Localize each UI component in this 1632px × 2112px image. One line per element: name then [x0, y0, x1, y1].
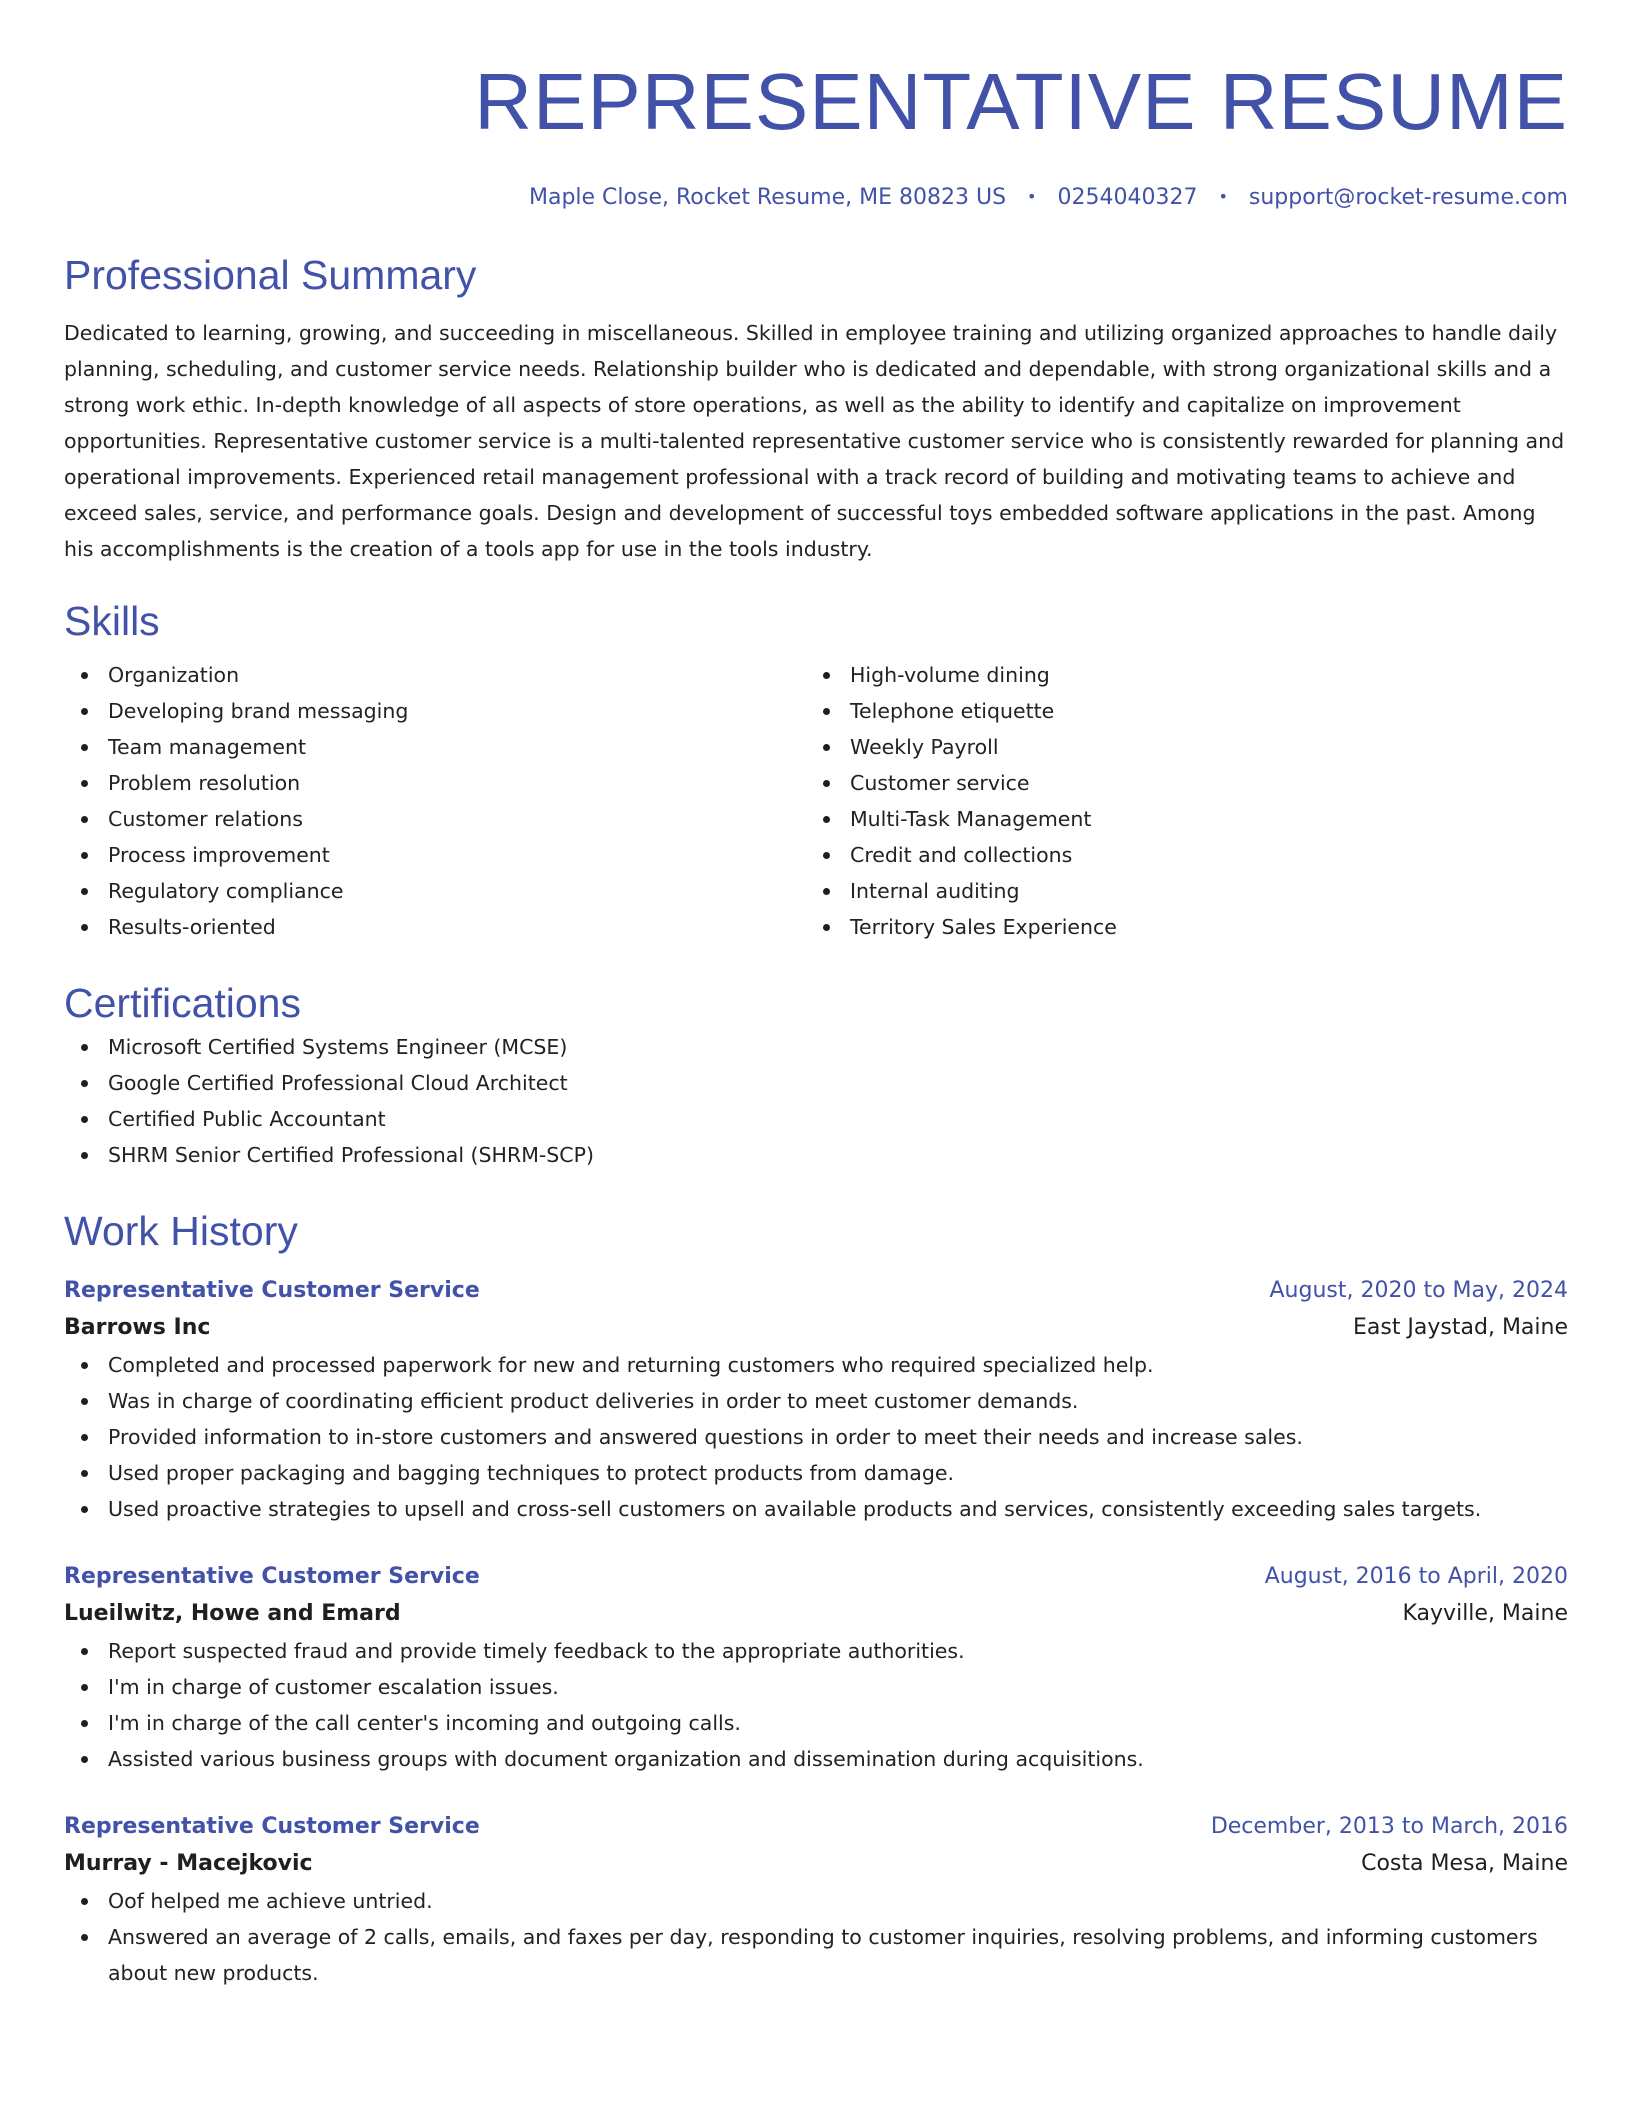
skill-item: Results-oriented: [64, 909, 806, 945]
certification-item: Certified Public Accountant: [64, 1101, 1568, 1137]
job-company: Lueilwitz, Howe and Emard: [64, 1601, 401, 1626]
job-title: Representative Customer Service: [64, 1278, 480, 1303]
work-history-heading: Work History: [64, 1208, 298, 1254]
job-header-row: [64, 1273, 1568, 1309]
skill-item: Process improvement: [64, 837, 806, 873]
job-duty-item: Provided information to in-store customers and answered questions in order to meet their needs and increase sales.: [64, 1419, 1568, 1455]
skill-item: Customer service: [806, 765, 1548, 801]
skill-item: Organization: [64, 657, 806, 693]
job-company-row: [64, 1309, 1568, 1347]
job-title: Representative Customer Service: [64, 1814, 480, 1839]
skill-item: Credit and collections: [806, 837, 1548, 873]
summary-text: Dedicated to learning, growing, and succeeding in miscellaneous. Skilled in employee training and utilizing organized approaches to handle daily planning, scheduling, and customer service needs. Relationship builder who is dedicated and dependable, with strong organizational skills and a strong work ethic. In-depth knowledge of all aspects of store operations, as well as the ability to identify and capitalize on improvement opportunities. Representative customer service is a multi-talented representative customer service who is consistently rewarded for planning and operational improvements. Experienced retail management professional with a track record of building and motivating teams to achieve and exceed sales, service, and performance goals. Design and development of successful toys embedded software applications in the past. Among his accomplishments is the creation of a tools app for use in the tools industry.: [64, 321, 1565, 561]
skill-item: Team management: [64, 729, 806, 765]
certification-item: Google Certified Professional Cloud Architect: [64, 1065, 1568, 1101]
job-dates: December, 2013 to March, 2016: [1210, 1814, 1568, 1839]
skill-item: Territory Sales Experience: [806, 909, 1548, 945]
job-company: Barrows Inc: [64, 1315, 211, 1340]
resume-page: [64, 0, 1568, 2112]
certifications-heading: Certifications: [64, 980, 301, 1026]
job-duty-item: Was in charge of coordinating efficient product deliveries in order to meet customer demands.: [64, 1383, 1568, 1419]
job-duty-item: Report suspected fraud and provide timely feedback to the appropriate authorities.: [64, 1633, 1568, 1669]
job-duties-list: [64, 1347, 1568, 1527]
certification-item: Microsoft Certified Systems Engineer (MCSE): [64, 1029, 1568, 1065]
certification-item: SHRM Senior Certified Professional (SHRM-SCP): [64, 1137, 1568, 1173]
certifications-list: [64, 1029, 1568, 1173]
skills-list-right: [806, 657, 1548, 945]
job-duty-item: Answered an average of 2 calls, emails, and faxes per day, responding to customer inquiries, resolving problems, and informing customers about new products.: [64, 1919, 1568, 1991]
job-entry: [64, 1559, 1568, 1777]
job-duties-list: [64, 1633, 1568, 1777]
skills-list-left: [64, 657, 806, 945]
job-duty-item: I'm in charge of customer escalation issues.: [64, 1669, 1568, 1705]
job-header-row: [64, 1809, 1568, 1845]
skill-item: Telephone etiquette: [806, 693, 1548, 729]
job-duty-item: Used proactive strategies to upsell and cross-sell customers on available products and services, consistently exceeding sales targets.: [64, 1491, 1568, 1527]
skill-item: Regulatory compliance: [64, 873, 806, 909]
skill-item: Problem resolution: [64, 765, 806, 801]
job-location: Kayville, Maine: [1402, 1601, 1568, 1626]
skill-item: Multi-Task Management: [806, 801, 1548, 837]
contact-phone: 0254040327: [1057, 185, 1198, 210]
job-duty-item: I'm in charge of the call center's incoming and outgoing calls.: [64, 1705, 1568, 1741]
job-location: Costa Mesa, Maine: [1361, 1851, 1568, 1876]
job-location: East Jaystad, Maine: [1352, 1315, 1568, 1340]
contact-email: support@rocket-resume.com: [1248, 185, 1568, 210]
job-duty-item: Completed and processed paperwork for new and returning customers who required specialized help.: [64, 1347, 1568, 1383]
job-company-row: [64, 1845, 1568, 1883]
skills-column-left: [64, 657, 806, 945]
job-company: Murray - Macejkovic: [64, 1851, 313, 1876]
job-entry: [64, 1273, 1568, 1527]
job-header-row: [64, 1559, 1568, 1595]
job-dates: August, 2016 to April, 2020: [1264, 1564, 1568, 1589]
job-duties-list: [64, 1883, 1568, 1991]
skill-item: Weekly Payroll: [806, 729, 1548, 765]
job-entry: [64, 1809, 1568, 1991]
job-duty-item: Used proper packaging and bagging techniques to protect products from damage.: [64, 1455, 1568, 1491]
summary-heading: Professional Summary: [64, 252, 477, 298]
contact-separator: •: [1027, 187, 1037, 206]
job-company-row: [64, 1595, 1568, 1633]
contact-line: [64, 182, 1568, 213]
skills-columns: [64, 657, 1568, 945]
skill-item: High-volume dining: [806, 657, 1548, 693]
resume-title: REPRESENTATIVE RESUME: [474, 57, 1568, 146]
skill-item: Internal auditing: [806, 873, 1548, 909]
skill-item: Developing brand messaging: [64, 693, 806, 729]
job-dates: August, 2020 to May, 2024: [1269, 1278, 1568, 1303]
job-duty-item: Oof helped me achieve untried.: [64, 1883, 1568, 1919]
skills-heading: Skills: [64, 598, 160, 644]
contact-separator: •: [1218, 187, 1228, 206]
skill-item: Customer relations: [64, 801, 806, 837]
contact-address: Maple Close, Rocket Resume, ME 80823 US: [528, 185, 1007, 210]
job-duty-item: Assisted various business groups with document organization and dissemination during acquisitions.: [64, 1741, 1568, 1777]
skills-column-right: [806, 657, 1548, 945]
job-title: Representative Customer Service: [64, 1564, 480, 1589]
